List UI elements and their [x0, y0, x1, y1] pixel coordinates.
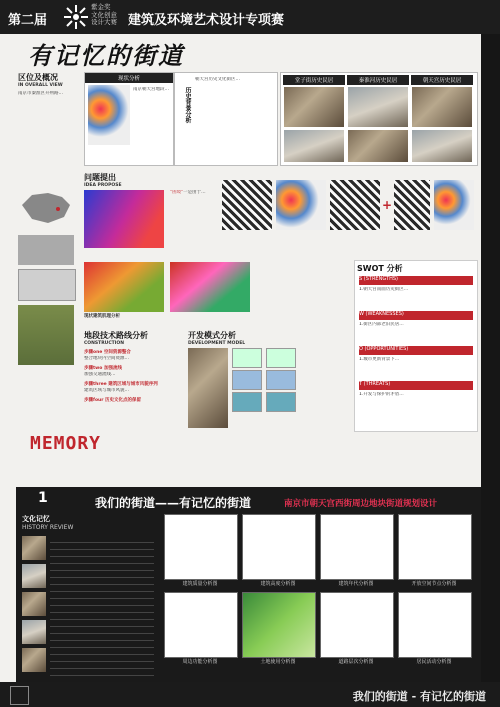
heritage-photo-6	[412, 130, 472, 162]
problem-label: 问题提出	[84, 173, 116, 182]
heritage-header-2: 秦淮河历史民居	[347, 75, 409, 85]
massing-row	[84, 262, 346, 322]
build-analysis-label: 现状建筑肌理分析	[84, 314, 120, 319]
map-8	[398, 592, 472, 658]
figure-ground-3	[330, 180, 380, 230]
map-3	[320, 514, 394, 580]
strategy-label: 地段技术路线分析	[84, 331, 148, 340]
logo-text: 紫金奖 文化创意 设计大赛	[91, 3, 117, 26]
heritage-header-1: 堂子街历史民居	[283, 75, 345, 85]
poster-title: 有记忆的街道	[28, 41, 184, 70]
culture-label: 文化记忆	[22, 515, 50, 523]
map-5	[164, 592, 238, 658]
heritage-panel	[280, 72, 478, 166]
strategy-panel: 地段技术路线分析 CONSTRUCTION 步骤one 空间资源整合 整合地块内空间资源… 步骤two 加强流线 加强交通流线… 步骤three 建筑区域与城市风貌序列 建筑区域与城市风貌… 步骤four 历史文化点的保留	[84, 330, 184, 430]
strategy-step-4: 步骤four 历史文化点的保留	[84, 398, 142, 403]
problem-3d-model	[84, 190, 164, 248]
figure-ground-1	[222, 180, 272, 230]
location-label: 区位及概况	[18, 73, 58, 82]
figure-ground-5	[434, 180, 474, 230]
problem-panel: 问题提出 IDEA PROPOSE "困境"一是由于…	[84, 172, 274, 252]
history-review-label: HISTORY REVIEW	[22, 524, 74, 531]
figure-ground-2	[276, 180, 326, 230]
threats-bar: T (THREATS)	[359, 381, 473, 390]
heritage-photo-1	[284, 87, 344, 127]
strategy-step-2: 步骤two 加强流线	[84, 366, 122, 371]
footer-text: 我们的街道 - 有记忆的街道	[352, 690, 486, 703]
figure-ground-row: +	[222, 180, 474, 258]
map-2	[242, 514, 316, 580]
heritage-photo-2	[348, 87, 408, 127]
map-7	[320, 592, 394, 658]
china-map-icon	[18, 187, 74, 227]
map-4	[398, 514, 472, 580]
location-sublabel: IN OVERALL VIEW	[18, 83, 63, 88]
edition-label: 第二届	[8, 13, 48, 28]
map-6	[242, 592, 316, 658]
province-map	[18, 235, 74, 265]
status-header: 现状分析	[85, 73, 173, 83]
develop-panel	[188, 330, 348, 430]
weakness-bar: W (WEAKNESSES)	[359, 311, 473, 320]
opportunities-bar: O (OPPORTUNITIES)	[359, 346, 473, 355]
develop-photo	[188, 348, 228, 428]
site-aerial-map	[18, 305, 74, 365]
problem-en: IDEA PROPOSE	[84, 183, 122, 188]
culture-text-block	[50, 536, 154, 676]
culture-column	[22, 514, 157, 679]
history-label: 历史背景分析	[184, 87, 191, 123]
status-map	[88, 85, 130, 145]
heritage-photo-4	[284, 130, 344, 162]
develop-label: 开发模式分析	[188, 331, 236, 340]
strengths-bar: S (STRENGTHS)	[359, 276, 473, 285]
footer-logo-icon	[10, 686, 29, 705]
right-side-band	[481, 34, 500, 693]
strategy-step-1: 步骤one 空间资源整合	[84, 350, 131, 355]
top-banner	[0, 0, 500, 34]
swot-label: SWOT 分析	[357, 264, 403, 273]
figure-ground-4	[394, 180, 430, 230]
massing-1	[84, 262, 164, 312]
strategy-en: CONSTRUCTION	[84, 341, 124, 346]
strategy-step-3: 步骤three 建筑区域与城市风貌序列	[84, 382, 158, 387]
city-map	[18, 269, 76, 301]
status-panel: 现状分析 南京朝天宫地段…	[84, 72, 174, 166]
memory-heading: MEMORY	[30, 433, 102, 454]
lower-title: 我们的街道——有记忆的街道	[95, 496, 252, 510]
competition-logo-icon	[62, 3, 90, 31]
heritage-header-3: 朝天宫历史民居	[411, 75, 473, 85]
lower-subtitle: 南京市朝天宫西街周边地块街道规划设计	[284, 499, 438, 509]
develop-en: DEVELOPMENT MODEL	[188, 341, 246, 346]
competition-title: 建筑及环境艺术设计专项赛	[128, 13, 285, 28]
heritage-photo-5	[348, 130, 408, 162]
history-panel: 历史背景分析 朝天宫历史文化街区…	[174, 72, 278, 166]
massing-2	[170, 262, 250, 312]
swot-panel: SWOT 分析 S (STRENGTHS) 1.朝天宫南面历史街区… W (WEAKNESSES) 1.街区内部老旧民居… O (OPPORTUNITIES) 1.城市更新背景下… T (THREATS) 1.开发与保护的矛盾…	[354, 260, 478, 432]
map-1	[164, 514, 238, 580]
footer-bar	[0, 682, 500, 707]
section-number: 1	[38, 490, 48, 506]
heritage-photo-3	[412, 87, 472, 127]
left-column	[18, 72, 76, 432]
analysis-map-grid: 建筑质量分析图 建筑高度分析图 建筑年代分析图 开放空间节点分析图 周边功能分析图 土地使用分析图 道路层次分析图 居民活动分析图	[164, 514, 474, 679]
location-text: 南京市秦淮区升州路…	[18, 91, 63, 96]
